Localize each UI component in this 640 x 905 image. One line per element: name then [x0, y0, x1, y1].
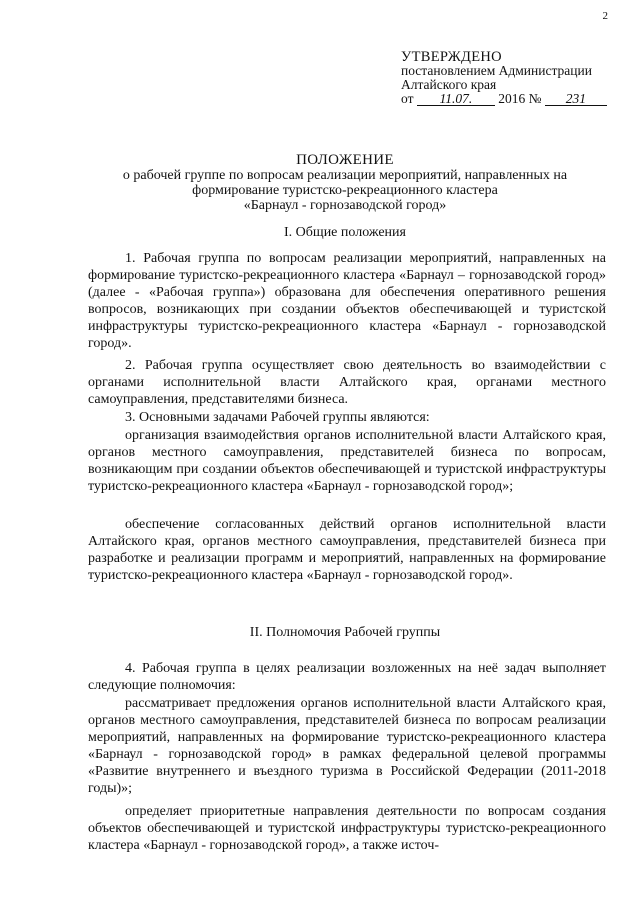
approved-region-line: Алтайского края	[401, 77, 497, 92]
paragraph-2: 2. Рабочая группа осуществляет свою деятельность во взаимодействии с органами исполнительной власти Алтайского края, органами местного самоуправления, представителями бизнеса.	[88, 358, 606, 408]
paragraph-4: организация взаимодействия органов исполнительной власти Алтайского края, органов местного самоуправления, представителей бизнеса по вопросам, возникающим при создании объектов обеспечивающей и туристской инфраструктуры туристско-рекреационного кластера «Барнаул - горнозаводской город»;	[88, 428, 606, 495]
title-heading: ПОЛОЖЕНИЕ	[296, 152, 394, 168]
approved-by-line: постановлением Администрации	[401, 63, 592, 78]
paragraph-8: определяет приоритетные направления деятельности по вопросам создания объектов обеспечивающей и туристской инфраструктуры туристско-рекреационного кластера «Барнаул - горнозаводской город», а также источ-	[88, 804, 606, 854]
paragraph-7: рассматривает предложения органов исполнительной власти Алтайского края, органов местного самоуправления, представителей бизнеса по вопросам реализации мероприятий, направленных на формирование туристско-рекреационного кластера «Барнаул - горнозаводской город» в рамках федеральной целевой программы «Развитие внутреннего и въездного туризма в Российской Федерации (2011-2018 годы)»;	[88, 696, 606, 797]
approval-stamp	[401, 50, 631, 106]
resolution-date-line	[401, 92, 631, 106]
resolution-date: 11.07.	[417, 92, 495, 106]
paragraph-3: 3. Основными задачами Рабочей группы являются:	[125, 410, 430, 425]
resolution-year: 2016 №	[498, 91, 542, 106]
title-line-3: «Барнаул - горнозаводской город»	[243, 198, 447, 213]
paragraph-6: 4. Рабочая группа в целях реализации возложенных на неё задач выполняет следующие полномочия:	[88, 661, 606, 694]
paragraph-5: обеспечение согласованных действий органов исполнительной власти Алтайского края, органов местного самоуправления, представителей бизнеса при разработке и реализации программ и мероприятий, направленных на формирование туристско-рекреационного кластера «Барнаул - горнозаводской город».	[88, 517, 606, 584]
from-label: от	[401, 91, 414, 106]
approved-label: УТВЕРЖДЕНО	[401, 49, 502, 65]
resolution-number: 231	[545, 92, 607, 106]
document-title	[60, 153, 630, 213]
title-line-1: о рабочей группе по вопросам реализации мероприятий, направленных на	[122, 168, 568, 183]
section-1-heading: I. Общие положения	[284, 225, 406, 240]
title-line-2: формирование туристско-рекреационного кластера	[192, 183, 498, 198]
page-number: 2	[602, 10, 608, 22]
paragraph-1: 1. Рабочая группа по вопросам реализации мероприятий, направленных на формирование туристско-рекреационного кластера «Барнаул – горнозаводской город» (далее - «Рабочая группа») образована для обеспечения оперативного решения вопросов, возникающих при создании объектов обеспечивающей и туристской инфраструктуры туристско-рекреационного кластера «Барнаул - горнозаводской город».	[88, 251, 606, 352]
section-2-heading: II. Полномочия Рабочей группы	[249, 625, 441, 640]
